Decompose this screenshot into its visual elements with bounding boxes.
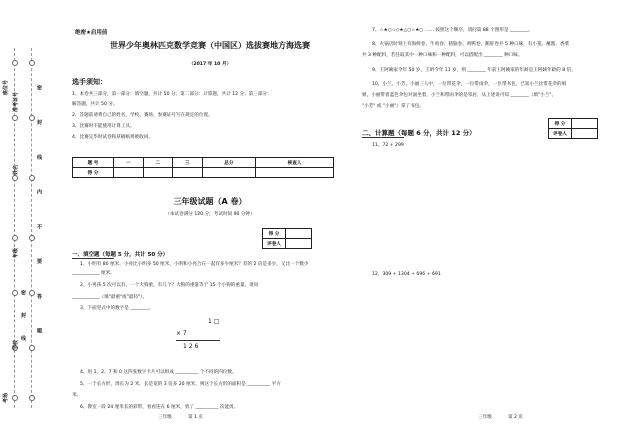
circle-mark [29, 235, 35, 241]
score-cell[interactable] [286, 229, 312, 239]
notice-line: 4、比赛完毕时试卷和草稿纸将被收回。 [72, 135, 154, 140]
table-header: 总分 [202, 158, 256, 168]
label-name: 姓名 [13, 164, 19, 175]
section1-heading: 一、填空题（每题 5 分，共计 50 分） [72, 252, 169, 258]
question-10a: 10、小兰、小芳、小丽三人中，一位带花伞，一位带雨伞，一位带书包，已知小兰比带花伞的姐 [372, 82, 567, 87]
circle-mark [29, 290, 35, 296]
table-row [73, 168, 334, 178]
question-5b: 米。 [72, 393, 82, 398]
circle-mark [12, 60, 18, 66]
question-2a: 2、小男孩 5 次可以有，一个大狗重，有几个？大狗的重量等于 15 个小狗的重量，请问 [80, 283, 259, 288]
seal-left-text: 密 封 线 [20, 290, 26, 349]
table-header: 题 号 [73, 158, 114, 168]
circle-mark [12, 235, 18, 241]
question-1a: 1、小明有 80 厘米，小亮比小明多 50 厘米，小明和小亮合在一起有多少厘米？差的 2 倍是多少，又比一个数少 [80, 262, 309, 267]
question-10c: "小芳" 或 "小丽"）拿了书包。 [362, 104, 424, 109]
question-5a: 5、一个长方形，周长为 2 米，长是宽的 3 倍多 20 厘米，则这个长方形的面积是 __________ 平方 [80, 382, 281, 387]
dashed-line-inner [31, 48, 32, 408]
vertical-calc-line [176, 340, 220, 341]
question-12: 12、309 + 1304 + 696 + 691 [372, 272, 441, 277]
vertical-calc-result: 1 2 6 [183, 343, 199, 350]
circle-mark [29, 60, 35, 66]
label-candidate-no: 准考证号 [13, 91, 19, 112]
table-row [73, 158, 334, 168]
notice-line: 3、比赛时不能使用计算工具。 [72, 124, 135, 129]
question-10b: 姐，小丽带着蓝色伞包对面坐着，小兰和带雨伞的是邻居，从上述说可知 ________（填"小兰"、 [362, 93, 557, 98]
notice-line: 2、答题前请将自己的姓名、学校、赛场、参赛证号写在规定的位置。 [72, 113, 213, 118]
grader-cell[interactable] [286, 239, 312, 249]
score-cell[interactable] [143, 168, 173, 178]
vertical-calc-multiplier: × 7 [176, 330, 187, 337]
row-label: 得 分 [73, 168, 114, 178]
question-9: 9、王阿姨家今年 50 岁，王奶今年 11 岁，则 ________ 年前王阿姨家的年龄是王阿姨年龄的 8 倍。 [372, 68, 576, 73]
circle-mark [29, 395, 35, 401]
seal-warning: 密 封 线 内 不 要 答 题 [36, 85, 42, 348]
question-3: 3、下面竖式中的数字是 ________。 [80, 306, 154, 311]
circle-mark [29, 115, 35, 121]
page-title: 世界少年奥林匹克数学竞赛（中国区）选拔赛地方海选赛 [110, 41, 310, 50]
question-8b: 共 3 种配料，若任取其中一种口味和一种配料，可以搭配出 ________ 种口味。 [362, 53, 523, 58]
table-header: 核查人 [256, 158, 334, 168]
mini-grader-label: 评卷人 [263, 239, 286, 249]
notice-line: 1、本卷共三部分，第一部分：填空题，共计 50 分；第二部分：计算题，共计 12 分；第三部分： [72, 92, 272, 97]
vertical-calc-top: 1 □ [208, 318, 220, 325]
exam-subtitle: （本试卷满分 120 分，考试时间 90 分钟） [165, 212, 255, 217]
question-7: 7、☆★○☆◇★△○☆★○ …… 按照这个顺序，请问第 88 个图形是 ________。 [372, 28, 533, 33]
notice-line: 解答题，共计 50 分。 [72, 102, 118, 107]
question-11: 11、72 + 299 [372, 143, 404, 148]
label-grade: 年级 [13, 247, 19, 258]
table-header: 三 [173, 158, 203, 168]
label-seat-no: 座位号 [3, 79, 9, 95]
grader-table-right [548, 118, 598, 139]
binding-margin [0, 0, 52, 425]
label-school: 学校 [13, 339, 19, 350]
question-1b: ____________ 厘米。 [72, 271, 115, 276]
notice-heading: 选手须知： [72, 78, 107, 86]
circle-mark [12, 115, 18, 121]
score-cell[interactable] [256, 168, 334, 178]
mini-score-label: 得 分 [549, 119, 572, 129]
question-6: 6、教室一段 24 厘米长的彩带，看看连在 6 厘米，剪了 __________ 次能剪。 [80, 405, 239, 410]
question-2b: ____________（填"最重"或"最轻"）。 [72, 295, 148, 300]
table-header: 二 [143, 158, 173, 168]
table-header: 一 [114, 158, 144, 168]
question-8a: 8、火锅店时刻上有海鲜卷、牛肉卷、猪脑卷、鸡鸭卷、鹅肝卷共 5 种口味，有小笼、蘸酱、香菜 [372, 42, 570, 47]
footer-right-page: 第 2 页 [508, 415, 524, 420]
circle-mark [12, 395, 18, 401]
grader-table [262, 228, 312, 249]
score-cell[interactable] [114, 168, 144, 178]
heading-underline [362, 137, 404, 138]
score-cell[interactable] [572, 119, 598, 129]
secret-mark: 绝密★启用前 [75, 30, 108, 36]
mini-score-label: 得 分 [263, 229, 286, 239]
footer-left-grade: 三年级 [158, 415, 172, 420]
question-4: 4、用 1、2、7 和 0 这四张数字卡片可以组成 __________ 个不同的四位数。 [80, 370, 237, 375]
footer-right-grade: 三年级 [478, 415, 492, 420]
section2-heading: 二、计算题（每题 6 分，共计 12 分） [362, 129, 476, 137]
mini-grader-label: 评卷人 [549, 129, 572, 139]
heading-underline [72, 258, 114, 259]
footer-left-page: 第 1 页 [188, 415, 204, 420]
circle-mark [12, 290, 18, 296]
score-cell[interactable] [173, 168, 203, 178]
circle-mark [29, 345, 35, 351]
score-cell[interactable] [202, 168, 256, 178]
score-table [72, 157, 334, 178]
label-exam-room: 考场 [3, 392, 9, 403]
exam-title: 三年级试题（A 卷） [173, 197, 247, 206]
circle-mark [12, 175, 18, 181]
grader-cell[interactable] [572, 129, 598, 139]
circle-mark [29, 175, 35, 181]
exam-date: （2017 年 10 月） [188, 62, 232, 67]
